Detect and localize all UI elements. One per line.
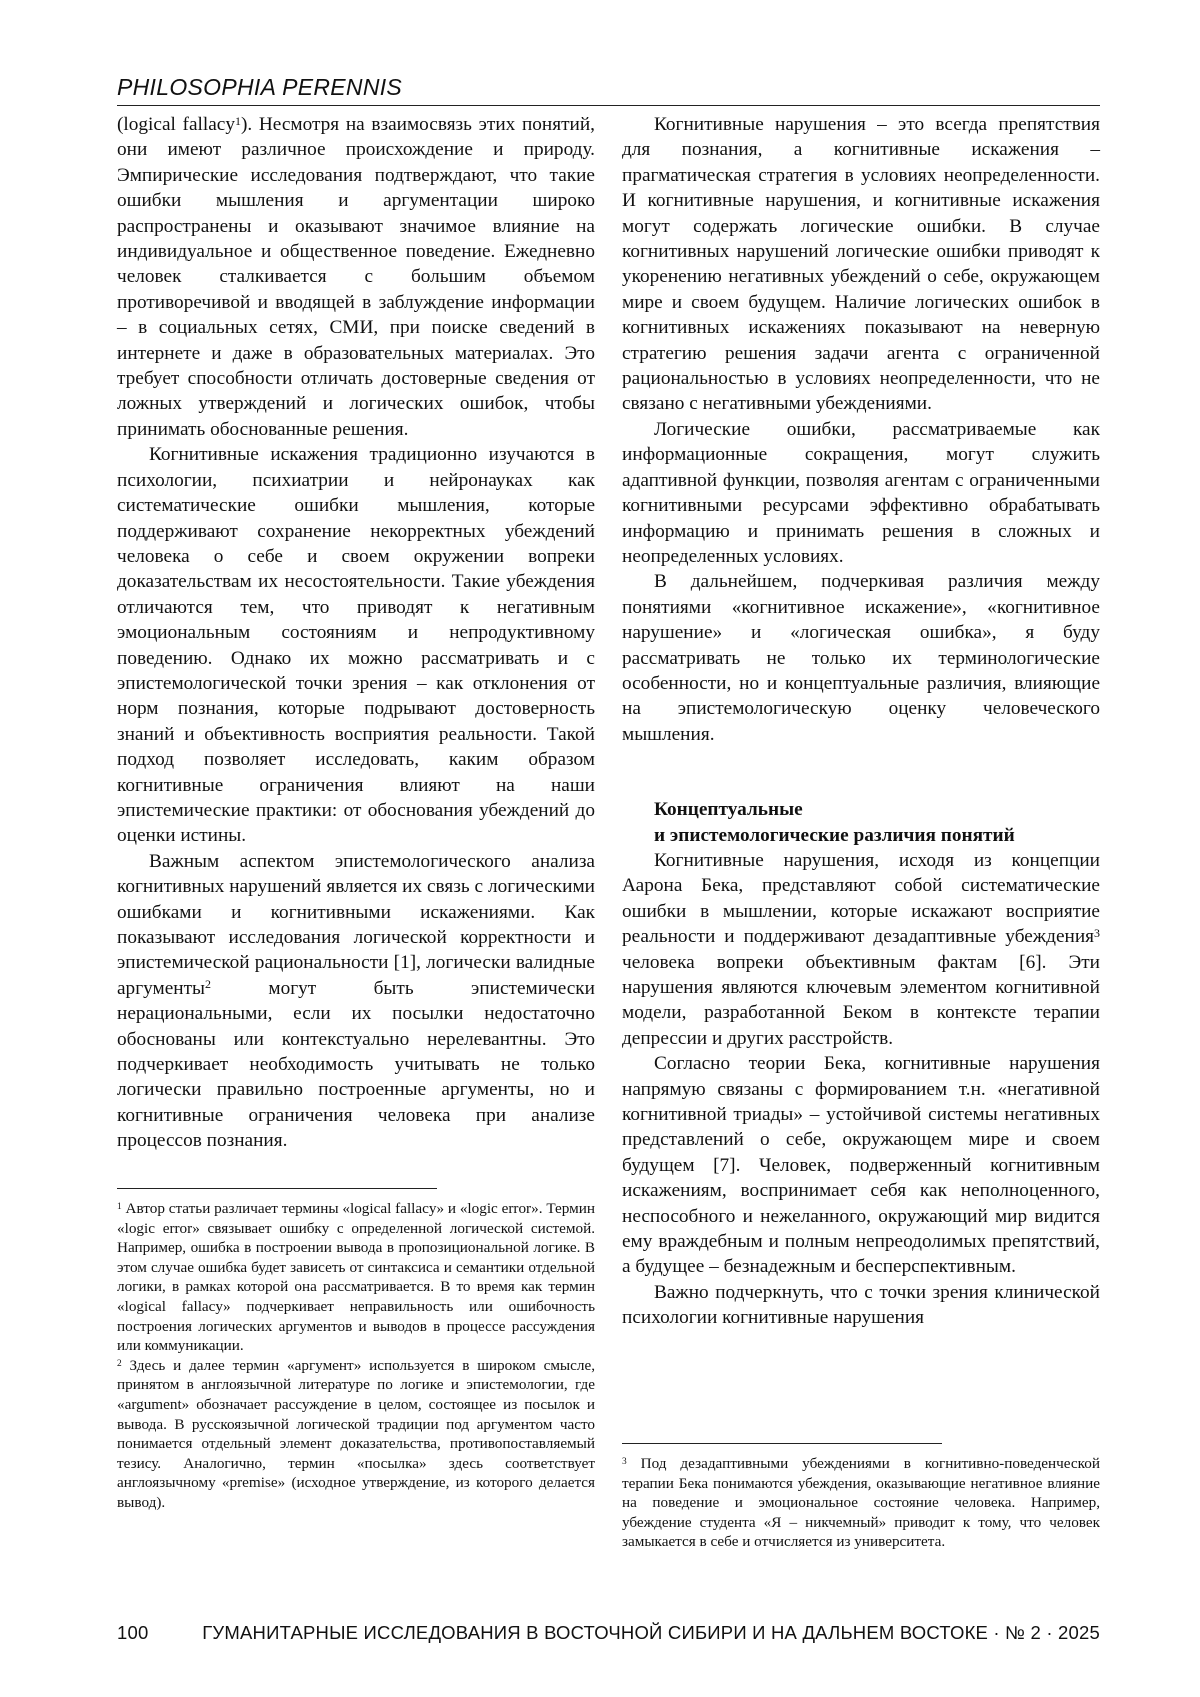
footnote-3-text: Под дезадаптивными убеждениями в когнитивно-поведенческой терапии Бека понимаются убеждения, оказывающие негативное влияние на поведение и эмоциональное состояние человека. Например, убеждение студента «Я – никчемный» приводит к тому, что человек замыкается в себе и отчисляется из университета. xyxy=(622,1455,1100,1551)
page-footer xyxy=(117,1622,1100,1644)
right-p4-text-a: Когнитивные нарушения, исходя из концепции Аарона Бека, представляют собой систематические ошибки в мышлении, которые искажают восприятие реальности и поддерживают дезадаптивные убеждения xyxy=(622,849,1100,948)
footnote-1-number: 1 xyxy=(117,1201,122,1212)
section-spacer xyxy=(622,747,1100,797)
right-paragraph-6: Важно подчеркнуть, что с точки зрения клинической психологии когнитивные нарушения xyxy=(622,1281,1100,1329)
footnote-ref-1: 1 xyxy=(235,113,241,128)
left-footnotes xyxy=(117,1188,595,1513)
footnote-rule-right xyxy=(622,1443,942,1444)
footnote-1-text: Автор статьи различает термины «logical fallacy» и «logic error». Термин «logic error» связывает ошибку с определенной логической системой. Например, ошибка в построении вывода в пропозициональной логике. В этом случае ошибка будет зависеть от синтаксиса и семантики отдельной логики, в рамках которой она рассматривается. В то время как термин «logical fallacy» подчеркивает неправильность или ошибочность построения логических аргументов и выводов в процессе рассуждения или коммуникации. xyxy=(117,1200,595,1355)
left-paragraph-3 xyxy=(117,849,595,1154)
right-paragraph-4 xyxy=(622,848,1100,1051)
footnote-rule xyxy=(117,1188,437,1189)
right-footnotes xyxy=(622,1443,1100,1552)
left-paragraph-2: Когнитивные искажения традиционно изучаются в психологии, психиатрии и нейронауках как систематические ошибки мышления, которые поддерживают сохранение некорректных убеждений человека о себе и своем окружении вопреки доказательствам их несостоятельности. Такие убеждения отличаются тем, что приводят к негативным эмоциональным состояниям и непродуктивному поведению. Однако их можно рассматривать и с эпистемологической точки зрения – как отклонения от норм познания, которые подрывают достоверность знаний и объективность восприятия реальности. Такой подход позволяет исследовать, каким образом когнитивные ограничения влияют на наши эпистемические практики: от обоснования убеждений до оценки истины. xyxy=(117,444,595,847)
right-paragraph-2: Логические ошибки, рассматриваемые как информационные сокращения, могут служить адаптивной функции, позволяя агентам с ограниченными когнитивными ресурсами эффективно обрабатывать информацию и принимать решения в сложных и неопределенных условиях. xyxy=(622,418,1100,567)
footnote-2-text: Здесь и далее термин «аргумент» используется в широком смысле, принятом в англоязычной литературе по логике и эпистемологии, где «argument» обозначает рассуждение в целом, состоящее из посылок и вывода. В русскоязычной логической традиции под аргументом часто понимается отдельный элемент доказательства, противопоставляемый тезису. Аналогично, термин «посылка» здесь соответствует англоязычному «premise» (исходное утверждение, из которого делается вывод). xyxy=(117,1356,595,1511)
running-title: PHILOSOPHIA PERENNIS xyxy=(117,74,403,100)
page-number: 100 xyxy=(117,1622,149,1643)
right-paragraph-3: В дальнейшем, подчеркивая различия между понятиями «когнитивное искажение», «когнитивное нарушение» и «логическая ошибка», я буду рассматривать не только их терминологические особенности, но и концептуальные различия, влияющие на эпистемологическую оценку человеческого мышления. xyxy=(622,571,1100,745)
section-heading-line-1: Концептуальные xyxy=(654,799,803,821)
section-heading-line-2: и эпистемологические различия понятий xyxy=(654,824,1015,846)
left-paragraph-1 xyxy=(117,112,595,442)
footnote-1 xyxy=(117,1199,595,1356)
header-rule xyxy=(117,105,1100,106)
footnote-3 xyxy=(622,1454,1100,1552)
left-p3-text-b: могут быть эпистемически нерациональными, если их посылки недостаточно обоснованы или контекстуально нерелевантны. Это подчеркивает необходимость учитывать не только логически правильно построенные аргументы, но и когнитивные ограничения человека при анализе процессов познания. xyxy=(117,977,595,1152)
footnote-ref-3: 3 xyxy=(1094,925,1100,940)
left-column xyxy=(117,112,595,1154)
right-p4-text-b: человека вопреки объективным фактам [6]. Эти нарушения являются ключевым элементом когнитивной модели, разработанной Беком в контексте терапии депрессии и других расстройств. xyxy=(622,951,1100,1049)
footnote-ref-2: 2 xyxy=(204,977,211,992)
footnote-3-number: 3 xyxy=(622,1456,627,1467)
footnote-2 xyxy=(117,1356,595,1513)
left-p3-text-a: Важным аспектом эпистемологического анализа когнитивных нарушений является их связь с логическими ошибками и когнитивными искажениями. Как показывают исследования логической корректности и эпистемической рациональности [1], логически валидные аргументы xyxy=(117,850,595,999)
left-p1-text-a: (logical fallacy xyxy=(117,114,235,135)
footnote-2-number: 2 xyxy=(117,1358,122,1369)
right-paragraph-5: Согласно теории Бека, когнитивные нарушения напрямую связаны с формированием т.н. «негативной когнитивной триады» – устойчивой системы негативных представлений о себе, окружающем мире и своем будущем [7]. Человек, подверженный когнитивным искажениям, воспринимает себя как неполноценного, неспособного и нежеланного, окружающий мир видится ему враждебным и полным непреодолимых препятствий, а будущее – безнадежным и бесперспективным. xyxy=(622,1053,1100,1278)
right-paragraph-1: Когнитивные нарушения – это всегда препятствия для познания, а когнитивные искажения – прагматическая стратегия в условиях неопределенности. И когнитивные нарушения, и когнитивные искажения могут содержать логические ошибки. В случае когнитивных нарушений логические ошибки приводят к укоренению негативных убеждений о себе, окружающем мире и своем будущем. Наличие логических ошибок в когнитивных искажениях показывают на неверную стратегию решения задачи агента с ограниченной рациональностью в условиях неопределенности, что не связано с негативными убеждениями. xyxy=(622,114,1100,415)
right-column xyxy=(622,112,1100,1331)
left-p1-text-b: ). Несмотря на взаимосвязь этих понятий, они имеют различное происхождение и природу. Эмпирические исследования подтверждают, что такие ошибки мышления и аргументации широко распространены и оказывают значимое влияние на индивидуальное и общественное поведение. Ежедневно человек сталкивается с большим объемом противоречивой и вводящей в заблуждение информации – в социальных сетях, СМИ, при поиске сведений в интернете и даже в образовательных материалах. Это требует способности отличать достоверные сведения от ложных утверждений и логических ошибок, чтобы принимать обоснованные решения. xyxy=(117,114,595,440)
journal-title: ГУМАНИТАРНЫЕ ИССЛЕДОВАНИЯ В ВОСТОЧНОЙ СИБИРИ И НА ДАЛЬНЕМ ВОСТОКЕ · № 2 · 2025 xyxy=(202,1622,1100,1643)
